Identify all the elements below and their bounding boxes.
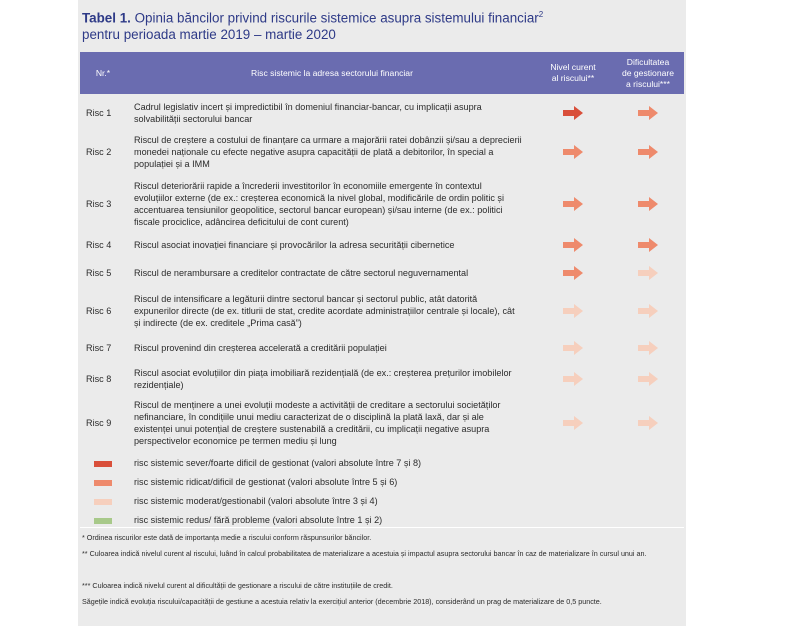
level-arrow-icon xyxy=(563,304,583,318)
legend-item xyxy=(80,476,684,490)
risk-id: Risc 9 xyxy=(86,418,112,428)
risk-id: Risc 4 xyxy=(86,240,112,250)
risk-description xyxy=(134,176,530,232)
table-row xyxy=(80,289,684,333)
level-arrow-icon xyxy=(563,238,583,252)
header-difficulty-line-1: Dificultatea xyxy=(626,56,670,67)
table-title xyxy=(82,6,682,43)
risk-description-line: perspectivelor economice pe termen mediu și lung xyxy=(134,436,337,446)
legend-item xyxy=(80,495,684,509)
legend-label: risc sistemic ridicat/dificil de gestionat (valori absolute între 5 și 6) xyxy=(134,477,398,487)
header-level xyxy=(536,52,610,94)
risk-description-line: Riscul asociat evoluțiilor din piața imobiliară rezidențială (de ex.: creșterea prețurilor imobilelor xyxy=(134,368,512,378)
risk-description-line: Riscul provenind din creșterea accelerată a creditării populației xyxy=(134,343,387,353)
risk-description-line: fiscale prociclice, adâncirea deficitului de cont curent) xyxy=(134,217,349,227)
risk-description-line: și indirecte (de ex. creditele „Prima casă”) xyxy=(134,318,302,328)
risk-description-line: expunerilor directe (de ex. titlurii de stat, credite acordate administrațiilor centrale și locale), cât xyxy=(134,306,515,316)
risk-description xyxy=(134,289,530,333)
risk-description-line: existenței unui potențial de creștere sustenabilă a creditării, cu implicații negative asupra xyxy=(134,424,490,434)
divider xyxy=(80,527,684,528)
risk-description-line: accentuarea tensiunilor geopolitice, sectorul bancar european) și/sau interne (de ex.: politici xyxy=(134,205,503,215)
risk-description-line: Riscul de creștere a costului de finanțare ca urmare a majorării ratei dobânzii și/sau a deprecierii xyxy=(134,135,522,145)
risk-description-line: monedei naționale cu efecte negative asupra capacității de plată a debitorilor, în special a xyxy=(134,147,494,157)
header-nr: Nr.* xyxy=(95,67,111,78)
difficulty-arrow-icon xyxy=(638,416,658,430)
risk-id: Risc 6 xyxy=(86,306,112,316)
header-level-line-2: al riscului** xyxy=(551,73,595,83)
risk-description-line: solvabilității sectorului bancar xyxy=(134,114,253,124)
title-line-2: pentru perioada martie 2019 – martie 2020 xyxy=(82,27,336,43)
header-difficulty-line-3: a riscului*** xyxy=(626,78,670,89)
difficulty-arrow-icon xyxy=(638,266,658,280)
note-4: Săgețile indică evoluția riscului/capacității de gestiune a acestuia relativ la exercițiul anterior (decembrie 2018), considerând un prag de materializare de 0,5 puncte. xyxy=(82,597,602,606)
table-row xyxy=(80,131,684,173)
risk-id: Risc 2 xyxy=(86,147,112,157)
risk-id: Risc 3 xyxy=(86,199,112,209)
risk-id: Risc 8 xyxy=(86,374,112,384)
risk-description-line: Riscul de menținere a unei evoluții modeste a activității de creditare a sectorului societăților xyxy=(134,400,501,410)
table-row xyxy=(80,262,684,284)
legend-swatch xyxy=(94,461,112,467)
table-row xyxy=(80,363,684,395)
table-row xyxy=(80,176,684,232)
difficulty-arrow-icon xyxy=(638,341,658,355)
risk-description xyxy=(134,97,530,129)
legend-swatch xyxy=(94,518,112,524)
header-level-line-1: Nivel curent xyxy=(550,62,596,72)
table-header xyxy=(80,52,684,94)
risk-id: Risc 7 xyxy=(86,343,112,353)
legend-label: risc sistemic moderat/gestionabil (valori absolute între 3 și 4) xyxy=(134,496,378,506)
level-arrow-icon xyxy=(563,266,583,280)
level-arrow-icon xyxy=(563,372,583,386)
legend-label: risc sistemic redus/ fără probleme (valori absolute între 1 și 2) xyxy=(134,515,383,525)
difficulty-arrow-icon xyxy=(638,145,658,159)
note-2: ** Culoarea indică nivelul curent al riscului, luând în calcul probabilitatea de materializare a acestuia și impactul asupra sectorului bancar în caz de materializare în cursul unui an. xyxy=(82,549,647,558)
risk-description-line: Riscul asociat inovației financiare și provocărilor la adresa securității cibernetice xyxy=(134,240,455,250)
title-line-1: Opinia băncilor privind riscurile sistemice asupra sistemului financiar xyxy=(134,10,539,26)
risk-description-line: Riscul de intensificare a legăturii dintre sectorul bancar și sectorul public, atât datorită xyxy=(134,294,478,304)
legend-item xyxy=(80,514,684,528)
header-difficulty-line-2: de gestionare xyxy=(621,67,675,78)
level-arrow-icon xyxy=(563,106,583,120)
table-number: Tabel 1. xyxy=(82,10,131,26)
risk-description xyxy=(134,262,530,284)
risk-description xyxy=(134,363,530,395)
difficulty-arrow-icon xyxy=(638,304,658,318)
risk-description-line: populației și a IMM xyxy=(134,159,210,169)
difficulty-arrow-icon xyxy=(638,372,658,386)
risk-description-line: Riscul deteriorării rapide a încrederii investitorilor în economiile emergente în contextul xyxy=(134,181,482,191)
level-arrow-icon xyxy=(563,341,583,355)
risk-id: Risc 1 xyxy=(86,108,112,118)
risk-description xyxy=(134,131,530,173)
risk-description-line: Riscul de nerambursare a creditelor contractate de către sectorul neguvernamental xyxy=(134,268,469,278)
level-arrow-icon xyxy=(563,197,583,211)
table-row xyxy=(80,234,684,256)
note-1: * Ordinea riscurilor este dată de importanța medie a riscului conform răspunsurilor băncilor. xyxy=(82,533,372,542)
difficulty-arrow-icon xyxy=(638,238,658,252)
risk-description-line: nefinanciare, în condițiile unui mediu caracterizat de o disciplină la plată laxă, dar și ale xyxy=(134,412,484,422)
note-3: *** Culoarea indică nivelul curent al dificultății de gestionare a riscului de către instituțiile de credit. xyxy=(82,581,393,590)
risk-description-line: Cadrul legislativ incert și impredictibil în domeniul financiar-bancar, cu implicații asupra xyxy=(134,102,482,112)
level-arrow-icon xyxy=(563,416,583,430)
header-risk: Risc sistemic la adresa sectorului financiar xyxy=(251,67,413,78)
table-row xyxy=(80,97,684,129)
title-footnote-mark: 2 xyxy=(538,10,544,19)
difficulty-arrow-icon xyxy=(638,106,658,120)
risk-description-line: rezidențiale) xyxy=(134,380,184,390)
legend-swatch xyxy=(94,480,112,486)
legend-item xyxy=(80,457,684,471)
risk-description xyxy=(134,337,530,359)
risk-description-line: evoluțiilor externe (de ex.: creșterea economică la nivel global, modificările de ordin politic și xyxy=(134,193,504,203)
header-difficulty xyxy=(612,52,684,94)
risk-description xyxy=(134,234,530,256)
risk-id: Risc 5 xyxy=(86,268,112,278)
legend-label: risc sistemic sever/foarte dificil de gestionat (valori absolute între 7 și 8) xyxy=(134,458,422,468)
legend-swatch xyxy=(94,499,112,505)
table-row xyxy=(80,337,684,359)
risk-description xyxy=(134,397,530,449)
level-arrow-icon xyxy=(563,145,583,159)
table-row xyxy=(80,397,684,449)
difficulty-arrow-icon xyxy=(638,197,658,211)
